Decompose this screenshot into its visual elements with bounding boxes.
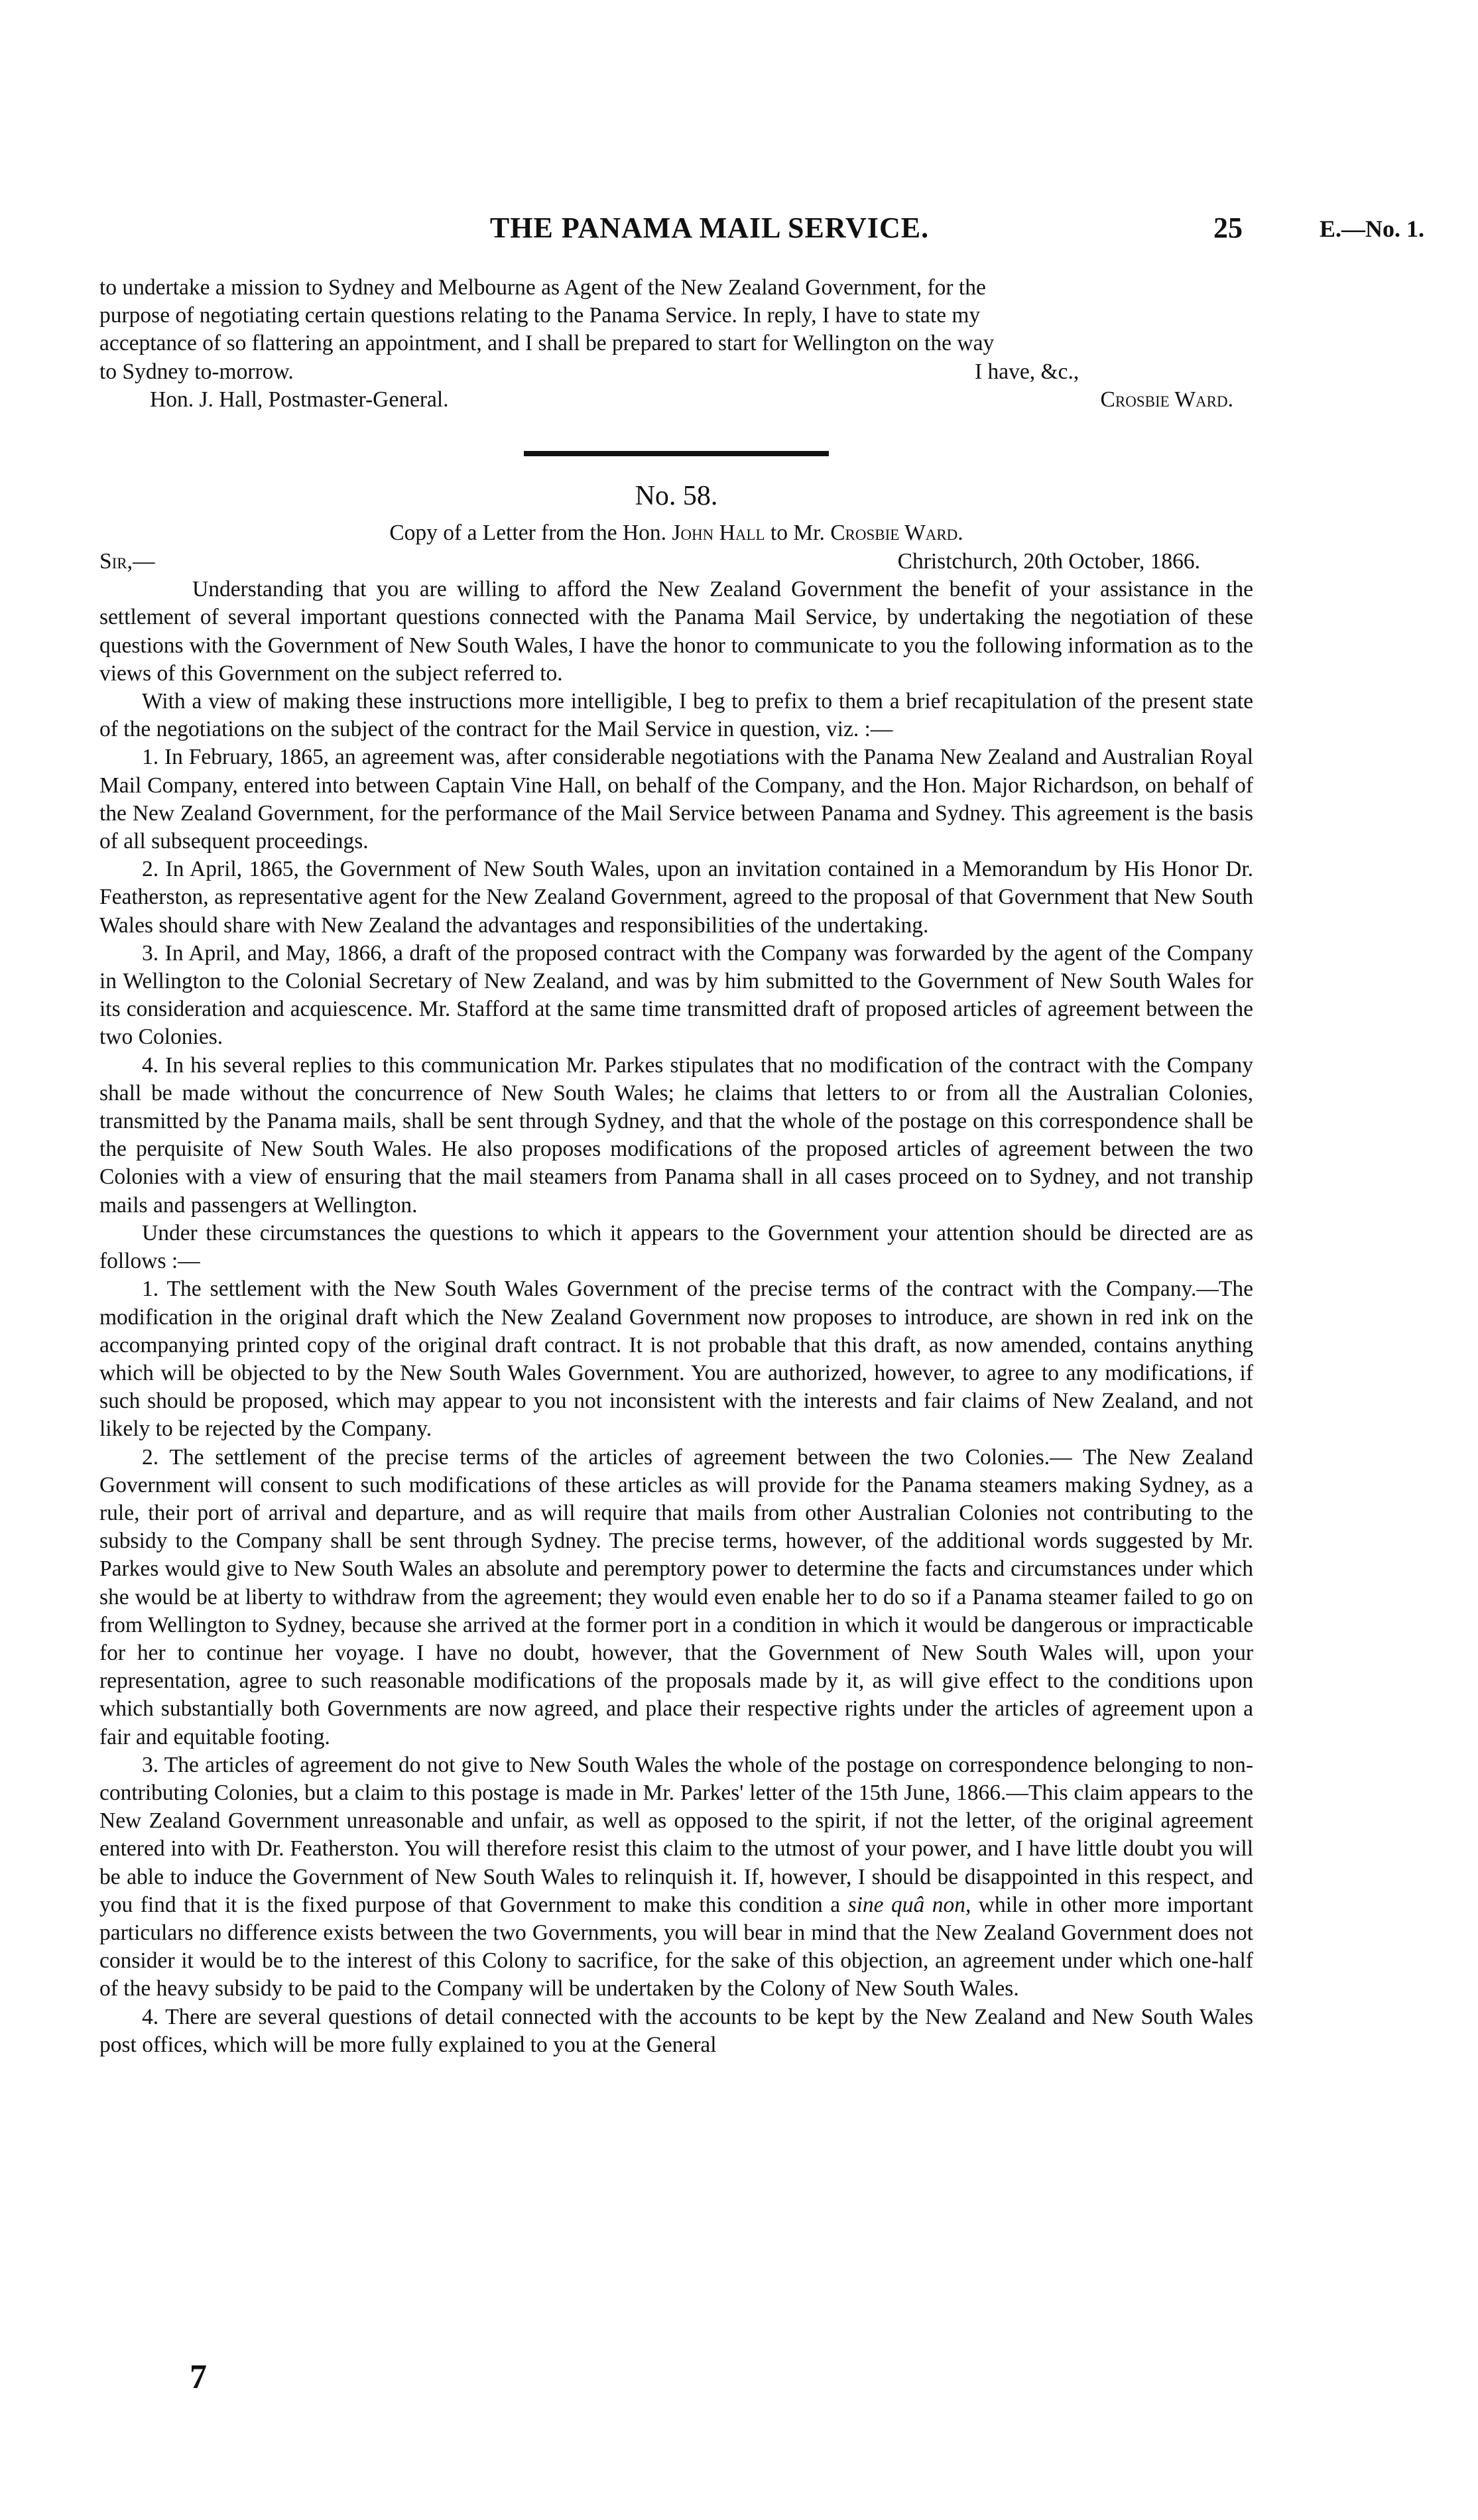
document-reference: E.—No. 1. (1320, 216, 1425, 242)
paragraph-text: while in other more important particulars no difference exists between the two Governments, you will bear in mind that the New Zealand Government does not consider it would be to the interest of this Colony to sacrifice, for the sake of this objection, an agreement under which one-half of the heavy subsidy to be paid to the Company will be undertaken by the Colony of New South Wales. (99, 1892, 1254, 2001)
caption-recipient: Crosbie Ward. (830, 521, 963, 546)
paragraph: 4. There are several questions of detail connected with the accounts to be kept by the New Zealand and New South Wales post offices, which will be more fully explained to you at the General (99, 2004, 1253, 2057)
caption-prefix: Copy of a Letter from the Hon. (389, 521, 667, 546)
paragraph: Understanding that you are willing to afford the New Zealand Government the benefit of your assistance in the settlement of several important questions connected with the Panama Mail Service, by undertaking the negotiation of these questions with the Government of New South Wales, I have the honor to communicate to you the following information as to the views of this Government on the subject referred to. (99, 577, 1253, 686)
paragraph: 3. In April, and May, 1866, a draft of the proposed contract with the Company was forwarded by the agent of the Company in Wellington to the Colonial Secretary of New Zealand, and was by him submitted to the Government of New South Wales for its consideration and acquiescence. Mr. Stafford at the same time transmitted draft of proposed articles of agreement between the two Colonies. (99, 940, 1253, 1050)
text-line: to undertake a mission to Sydney and Melbourne as Agent of the New Zealand Government, for the (99, 275, 986, 300)
paragraph: 1. In February, 1865, an agreement was, after considerable negotiations with the Panama New Zealand and Australian Royal Mail Company, entered into between Captain Vine Hall, on behalf of the Company, and the Hon. Major Richardson, on behalf of the New Zealand Government, for the performance of the Mail Service between Panama and Sydney. This agreement is the basis of all subsequent proceedings. (99, 745, 1253, 854)
page-title: THE PANAMA MAIL SERVICE. (489, 212, 930, 244)
text-line: purpose of negotiating certain questions relating to the Panama Service. In reply, I have to state my (99, 303, 981, 328)
paragraph: With a view of making these instructions more intelligible, I beg to prefix to them a brief recapitulation of the present state of the negotiations on the subject of the contract for the Mail Service in question, viz. :— (99, 689, 1253, 742)
salutation: Sir,— (99, 549, 155, 574)
latin-phrase: sine quâ non, (847, 1892, 971, 1917)
signature-row (99, 386, 1253, 414)
paragraph: 2. The settlement of the precise terms of the articles of agreement between the two Colonies.— The New Zealand Government will consent to such modifications of these articles as will provide for the Panama steamers making Sydney, as a rule, their port of arrival and departure, and as will require that mails from other Australian Colonies not contributing to the subsidy to the Company shall be sent through Sydney. The precise terms, however, of the additional words suggested by Mr. Parkes would give to New South Wales an absolute and peremptory power to determine the facts and circumstances under which she would be at liberty to withdraw from the agreement; they would even enable her to do so if a Panama steamer failed to go on from Wellington to Sydney, because she arrived at the former port in a condition in which it would be dangerous or impracticable for her to continue her voyage. I have no doubt, however, that the Government of New South Wales will, upon your representation, agree to such reasonable modifications of the proposals made by it, as will give effect to the conditions upon which substantially both Governments are now agreed, and place their respective rights under the articles of agreement upon a fair and equitable footing. (99, 1444, 1253, 1749)
paragraph-text: 3. The articles of agreement do not give to New South Wales the whole of the postage on correspondence belonging to non-contributing Colonies, but a claim to this postage is made in Mr. Parkes' letter of the 15th June, 1866.—This claim appears to the New Zealand Government unreasonable and unfair, as well as opposed to the spirit, if not the letter, of the original agreement entered into with Dr. Featherston. You will therefore resist this claim to the utmost of your power, and I have little doubt you will be able to induce the Government of New South Wales to relinquish it. If, however, I should be disappointed in this respect, and you find that it is the fixed purpose of that Government to make this condition a (99, 1752, 1253, 1917)
paragraph: 4. In his several replies to this communication Mr. Parkes stipulates that no modification of the contract with the Company shall be made without the concurrence of New South Wales; he claims that letters to or from all the Australian Colonies, transmitted by the Panama mails, shall be sent through Sydney, and that the whole of the postage on this correspondence shall be the perquisite of New South Wales. He also proposes modifications of the proposed articles of agreement between the two Colonies with a view of ensuring that the mail steamers from Panama shall in all cases proceed on to Sydney, and not tranship mails and passengers at Wellington. (99, 1052, 1253, 1218)
caption-sender: John Hall (672, 521, 765, 546)
signatory: Crosbie Ward. (1100, 387, 1233, 412)
caption-to-word: to Mr. (770, 521, 825, 546)
salutation-row (99, 548, 1253, 576)
running-head (99, 211, 1452, 251)
text-line: acceptance of so flattering an appointment, and I shall be prepared to start for Wellington on the way (99, 331, 995, 356)
paragraph: 1. The settlement with the New South Wales Government of the precise terms of the contract with the Company.—The modification in the original draft which the New Zealand Government now proposes to introduce, are shown in red ink on the accompanying printed copy of the original draft contract. It is not probable that this draft, as now amended, contains anything which will be objected to by the New South Wales Government. You are authorized, however, to agree to any modifications, if such should be proposed, which may appear to you not inconsistent with the interests and fair claims of New Zealand, and not likely to be rejected by the Company. (99, 1277, 1253, 1442)
closing-row (99, 358, 1253, 386)
letter-number: No. 58. (635, 481, 718, 512)
paragraph (99, 1751, 1253, 2003)
closing-formula: I have, &c., (975, 359, 1079, 384)
page-number: 25 (1213, 212, 1243, 244)
paragraph: 2. In April, 1865, the Government of New South Wales, upon an invitation contained in a Memorandum by His Honor Dr. Featherston, as representative agent for the New Zealand Government, agreed to the proposal of that Government that New South Wales should share with New Zealand the advantages and responsibilities of the undertaking. (99, 857, 1253, 938)
document-body (99, 274, 1253, 2059)
section-divider (524, 451, 829, 456)
letter-caption (99, 519, 1253, 548)
text-line: to Sydney to-morrow. (99, 359, 294, 384)
signature-mark: 7 (190, 2358, 207, 2396)
paragraph: Under these circumstances the questions to which it appears to the Government your attention should be directed are as follows :— (99, 1220, 1253, 1274)
previous-letter-ending (99, 274, 1253, 414)
addressee: Hon. J. Hall, Postmaster-General. (150, 387, 449, 412)
place-date: Christchurch, 20th October, 1866. (897, 549, 1200, 574)
